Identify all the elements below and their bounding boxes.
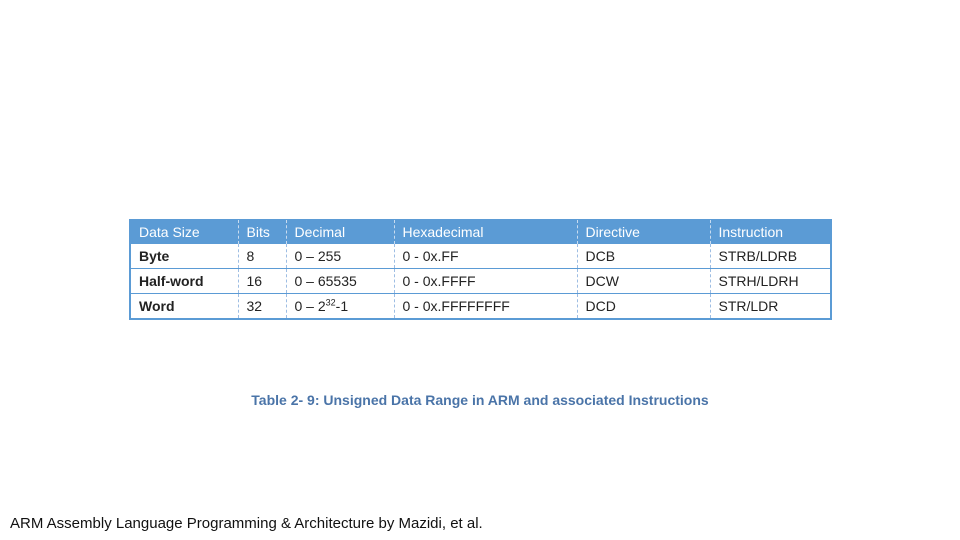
cell-hexadecimal: 0 - 0x.FF <box>394 244 577 269</box>
cell-data-size: Byte <box>130 244 238 269</box>
cell-data-size: Word <box>130 294 238 320</box>
cell-bits: 8 <box>238 244 286 269</box>
cell-hexadecimal: 0 - 0x.FFFF <box>394 269 577 294</box>
table-row <box>130 244 831 269</box>
cell-decimal: 0 – 255 <box>286 244 394 269</box>
table-header-row <box>130 220 831 245</box>
header-bits: Bits <box>238 220 286 245</box>
cell-instruction: STRH/LDRH <box>710 269 831 294</box>
cell-instruction: STR/LDR <box>710 294 831 320</box>
cell-directive: DCW <box>577 269 710 294</box>
cell-bits: 32 <box>238 294 286 320</box>
cell-directive: DCB <box>577 244 710 269</box>
decimal-exponent: 32 <box>325 297 336 308</box>
footer-citation: ARM Assembly Language Programming & Architecture by Mazidi, et al. <box>10 515 483 532</box>
data-range-table <box>129 219 832 320</box>
table-row <box>130 294 831 320</box>
cell-bits: 16 <box>238 269 286 294</box>
cell-decimal <box>286 294 394 320</box>
table-row <box>130 269 831 294</box>
cell-instruction: STRB/LDRB <box>710 244 831 269</box>
decimal-suffix: -1 <box>335 298 349 314</box>
table-caption: Table 2- 9: Unsigned Data Range in ARM and associated Instructions <box>251 392 709 408</box>
decimal-base: 0 – 2 <box>294 298 326 314</box>
header-decimal: Decimal <box>286 220 394 245</box>
header-instruction: Instruction <box>710 220 831 245</box>
cell-decimal: 0 – 65535 <box>286 269 394 294</box>
cell-directive: DCD <box>577 294 710 320</box>
header-data-size: Data Size <box>130 220 238 245</box>
cell-hexadecimal: 0 - 0x.FFFFFFFF <box>394 294 577 320</box>
header-directive: Directive <box>577 220 710 245</box>
header-hexadecimal: Hexadecimal <box>394 220 577 245</box>
cell-data-size: Half-word <box>130 269 238 294</box>
